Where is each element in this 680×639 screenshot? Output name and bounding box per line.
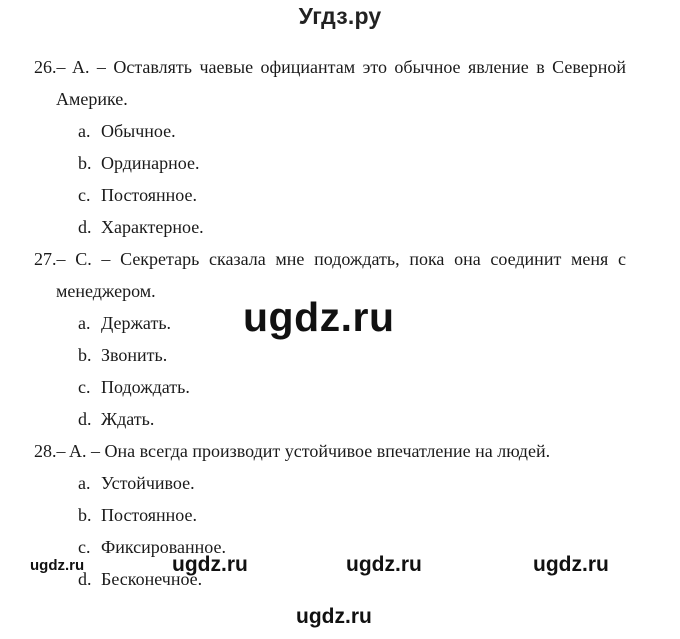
option-letter: b. [78, 505, 92, 525]
question-26-text: 26.– A. – Оставлять чаевые официантам это обычное явление в Северной [34, 57, 626, 77]
question-27-text-cont: менеджером. [56, 281, 156, 301]
option-text: Подождать. [101, 377, 190, 397]
option-letter: b. [78, 153, 92, 173]
option-text: Фиксированное. [101, 537, 226, 557]
site-title: Угдз.ру [298, 3, 382, 29]
option-letter: c. [78, 185, 91, 205]
watermark-bottom-2: ugdz.ru [346, 553, 422, 576]
option-text: Обычное. [101, 121, 176, 141]
watermark-bottom-3: ugdz.ru [533, 553, 609, 576]
watermark-bottom-1: ugdz.ru [172, 553, 248, 576]
question-27-text: 27.– C. – Секретарь сказала мне подождать, пока она соединит меня с [34, 249, 626, 269]
option-letter: d. [78, 217, 92, 237]
option-letter: d. [78, 409, 92, 429]
option-letter: c. [78, 377, 91, 397]
option-letter: a. [78, 473, 91, 493]
option-text: Постоянное. [101, 505, 197, 525]
question-28-text: 28.– A. – Она всегда производит устойчивое впечатление на людей. [34, 441, 551, 461]
option-letter: d. [78, 569, 92, 589]
watermark-bottom-left-small: ugdz.ru [30, 557, 85, 574]
watermark-footer: ugdz.ru [296, 605, 372, 628]
option-letter: a. [78, 121, 91, 141]
option-text: Постоянное. [101, 185, 197, 205]
option-letter: c. [78, 537, 91, 557]
watermark-center: ugdz.ru [243, 294, 395, 340]
option-text: Держать. [101, 313, 172, 333]
option-letter: a. [78, 313, 91, 333]
option-letter: b. [78, 345, 92, 365]
option-text: Ординарное. [101, 153, 200, 173]
option-text: Звонить. [101, 345, 168, 365]
option-text: Характерное. [101, 217, 204, 237]
option-text: Бесконечное. [101, 569, 203, 589]
option-text: Ждать. [101, 409, 155, 429]
question-26-text-cont: Америке. [56, 89, 128, 109]
option-text: Устойчивое. [101, 473, 195, 493]
